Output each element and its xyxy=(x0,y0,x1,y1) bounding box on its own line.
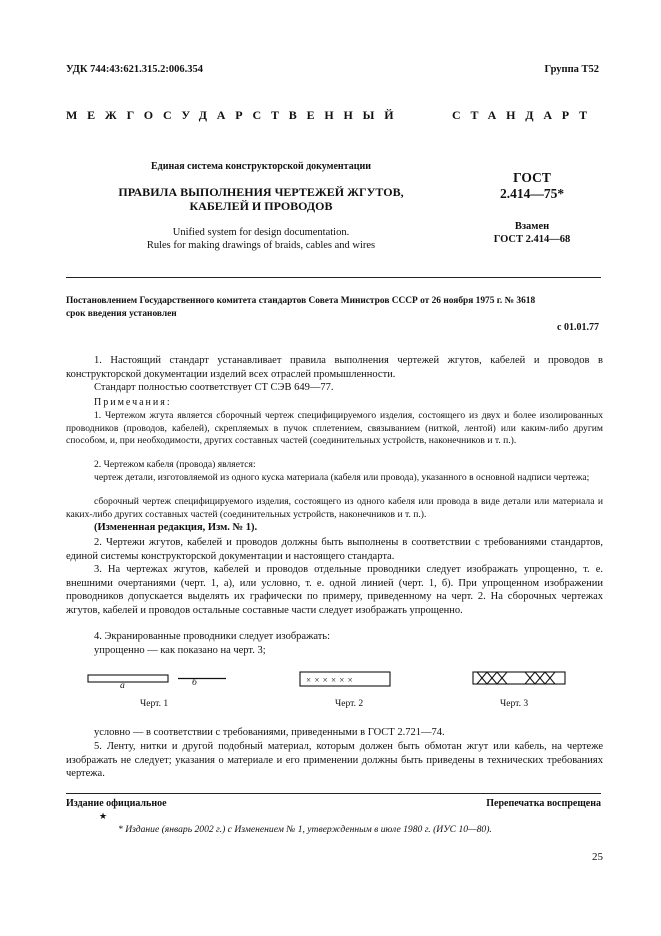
figure-1-drawing xyxy=(88,672,248,692)
udk-code: УДК 744:43:621.315.2:006.354 xyxy=(66,64,203,75)
notes-header: Примечания: xyxy=(94,397,172,408)
english-title-line-2: Rules for making drawings of braids, cables and wires xyxy=(146,240,376,251)
figure-1-label-b: б xyxy=(192,677,197,688)
star-icon: ★ xyxy=(99,811,108,821)
title-divider xyxy=(66,277,601,278)
english-title xyxy=(108,226,414,252)
clause-5: 5. Ленту, нитки и другой подобный материал, которым должен быть обмотан жгут или кабель, на чертеже изображать не следует; указания о материале и его применении должны быть приведены в технических требованиях чертежа. xyxy=(66,741,603,779)
replaces-block xyxy=(478,220,586,246)
english-title-line-1: Unified system for design documentation. xyxy=(172,227,350,238)
decree xyxy=(66,295,611,321)
gost-number: 2.414—75* xyxy=(499,186,565,201)
edition-note: * Издание (январь 2002 г.) с Изменением № 1, утвержденным в июле 1980 г. (ИУС 10—80). xyxy=(118,824,492,835)
title-line-2: КАБЕЛЕЙ И ПРОВОДОВ xyxy=(189,198,333,213)
figure-2-caption: Черт. 2 xyxy=(335,698,364,709)
replaces-value: ГОСТ 2.414—68 xyxy=(493,234,571,245)
amendment-note: (Измененная редакция, Изм. № 1). xyxy=(94,522,258,533)
figure-3-caption: Черт. 3 xyxy=(500,698,529,709)
clause-4-conventional: условно — в соответствии с требованиями, приведенными в ГОСТ 2.721—74. xyxy=(94,727,445,738)
clause-4: 4. Экранированные проводники следует изображать: xyxy=(94,631,331,642)
clause-1: 1. Настоящий стандарт устанавливает правила выполнения чертежей жгутов, кабелей и проводов в конструкторской документации изделий всех отраслей промышленности. xyxy=(66,355,603,380)
figure-3-drawing xyxy=(473,671,573,691)
decree-line-2: срок введения установлен xyxy=(66,309,177,319)
clause-1-compliance: Стандарт полностью соответствует СТ СЭВ 649—77. xyxy=(94,382,334,393)
reprint-prohibited: Перепечатка воспрещена xyxy=(486,798,601,809)
shielded-conductor-outline xyxy=(473,672,565,684)
shield-cross-hatch xyxy=(477,672,555,684)
figure-2-marks: × × × × × × xyxy=(306,675,354,685)
system-name: Единая система конструкторской документации xyxy=(151,161,371,172)
banner-interstate: МЕЖГОСУДАРСТВЕННЫЙ xyxy=(66,108,404,122)
gost-label: ГОСТ xyxy=(513,170,551,185)
note-1: 1. Чертежом жгута является сборочный чертеж специфицируемого изделия, состоящего из двух и более изолированных проводников (проводов, кабелей), скрепляемых в пучок сплетением, связыванием (ниткой, лентой) или каким-либо другим способом, и, при необходимости, других составных частей (соединительных устройств, наконечников и т. п.). xyxy=(66,410,603,446)
gost-designation xyxy=(482,170,582,202)
official-edition: Издание официальное xyxy=(66,798,167,809)
document-title xyxy=(108,186,414,213)
footer-divider xyxy=(66,793,601,794)
group-code: Группа Т52 xyxy=(544,64,599,75)
figure-1-caption: Черт. 1 xyxy=(140,698,169,709)
replaces-label: Взамен xyxy=(514,221,550,232)
note-2a: чертеж детали, изготовляемой из одного куска материала (кабеля или провода), указанного в основной надписи чертежа; xyxy=(94,472,590,483)
banner-standard: СТАНДАРТ xyxy=(452,108,597,122)
effective-date: с 01.01.77 xyxy=(557,322,599,333)
title-line-1: ПРАВИЛА ВЫПОЛНЕНИЯ ЧЕРТЕЖЕЙ ЖГУТОВ, xyxy=(118,185,404,199)
clause-3: 3. На чертежах жгутов, кабелей и проводов отдельные проводники следует изображать упрощенно, т. е. внешними очертаниями (черт. 1, а), или условно, т. е. одной линией (черт. 1, б). При упрощенном изображении проводников допускается выделять их графически по примеру, приведенному на черт. 2. На сборочных чертежах жгутов, кабелей и проводов остальные составные части следует изображать упрощенно. xyxy=(66,564,603,616)
figure-1-label-a: а xyxy=(120,680,125,691)
note-2: 2. Чертежом кабеля (провода) является: xyxy=(94,459,256,470)
decree-line-1: Постановлением Государственного комитета стандартов Совета Министров СССР от 26 ноября 1975 г. № 3618 xyxy=(66,296,536,306)
clause-2: 2. Чертежи жгутов, кабелей и проводов должны быть выполнены в соответствии с требованиями стандартов, единой системы конструкторской документации и настоящего стандарта. xyxy=(66,537,603,562)
simplified-conductor xyxy=(88,675,168,682)
clause-4-simplified: упрощенно — как показано на черт. 3; xyxy=(94,645,266,656)
page-number: 25 xyxy=(592,851,603,863)
note-2b: сборочный чертеж специфицируемого изделия, состоящего из одного кабеля или провода в виде детали или материала и каких-либо других составных частей (соединительных устройств, наконечников и т. п.). xyxy=(66,496,603,520)
